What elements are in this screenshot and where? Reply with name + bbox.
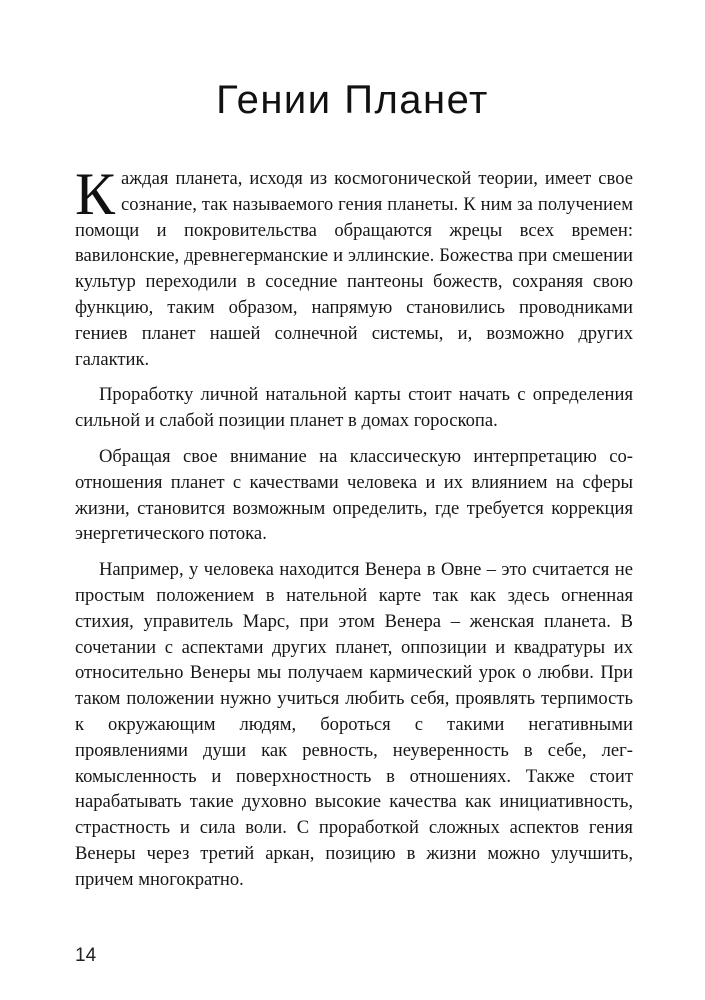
drop-cap: К [75, 161, 116, 227]
page-number: 14 [75, 945, 97, 966]
paragraph-1 [75, 161, 633, 372]
paragraph-4: Например, у человека находится Венера в Овне – это считается не простым положением в нательной карте так как здесь огненная стихия, управитель Марс, при этом Венера – женская планета. В сочетании с аспектами других планет, оппозиции и квадратуры их относительно Венеры мы получаем кармический урок о любви. При таком положении нужно учиться любить себя, проявлять терпимость к окружающим людям, бороться с такими негативными проявлениями души как ревность, неуверенность в себе, легкомысленность и поверхностность в отношениях. Также стоит нарабатывать такие духовно высокие качества как инициативность, страстность и сила воли. С проработкой сложных аспектов гения Венеры через третий аркан, позицию в жизни можно улучшить, причем многократно. [75, 559, 633, 890]
body-text [75, 161, 633, 903]
paragraph-1-text: аждая планета, исходя из космогонической теории, имеет свое сознание, так называемого гения планеты. К ним за получением помощи и покровительства обращаются жрецы всех времен: вавилонские, древнегерманские и эллинские. Божества при смешении культур переходили в соседние пантеоны божеств, сохраняя свою функцию, таким образом, напрямую становились проводниками гениев планет нашей солнечной системы, и, возможно других галактик. [75, 168, 633, 370]
paragraph-2: Проработку личной натальной карты стоит начать с определения сильной и слабой позиции планет в домах гороскопа. [75, 384, 633, 432]
page-title: Гении Планет [216, 78, 489, 122]
paragraph-3: Обращая свое внимание на классическую интерпретацию соотношения планет с качествами человека и их влиянием на сферы жизни, становится возможным определить, где требуется коррекция энергетического потока. [75, 445, 633, 545]
